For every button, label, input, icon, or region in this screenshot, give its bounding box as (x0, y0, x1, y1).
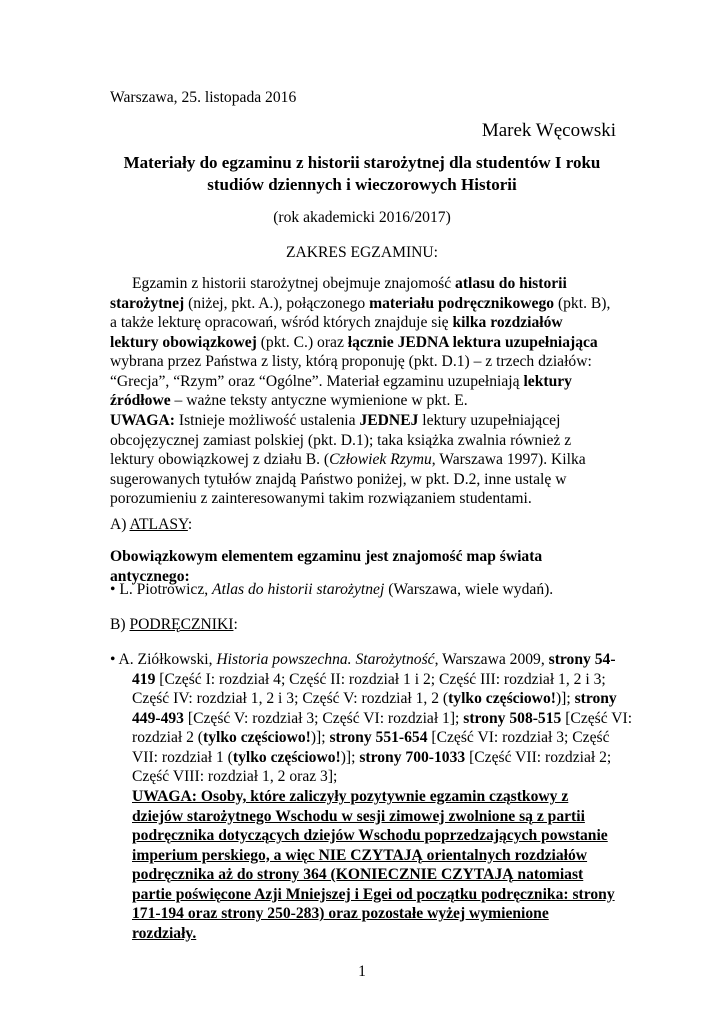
author-name: Marek Węcowski (481, 120, 616, 141)
textbook-b4: strony 508-515 (463, 709, 562, 727)
note-text-1: Istnieje możliwość ustalenia (174, 412, 360, 429)
textbook-s2: [Część I: rozdział 4; Część II: rozdział 1 i 2; Część III: rozdział 1, 2 i 3; Część IV: rozdział 1, 2 i 3; Część V: rozdział 1, 2 ( (132, 670, 606, 707)
section-a-prefix: A) (110, 516, 130, 533)
section-b-prefix: B) (110, 616, 130, 633)
intro-text-5: wybrana przez Państwa z listy, którą proponuję (pkt. D.1) – z trzech działów: “Grecja”, “Rzym” oraz “Ogólne”. Materiał egzaminu uzupełniają (110, 353, 592, 390)
intro-bold-1: atlasu do historii starożytnej (110, 275, 567, 312)
warning-paragraph: UWAGA: Osoby, które zaliczyły pozytywnie egzamin cząstkowy z dziejów starożytnego Wschodu w sesji zimowej zwolnione są z partii podręcznika dotyczących dziejów Wschodu poprzedzających powstanie imperium perskiego, a więc NIE CZYTAJĄ orientalnych rozdziałów podręcznika aż do strony 364 (KONIECZNIE CZYTAJĄ natomiast partie poświęcone Azji Mniejszej i Egei od początku podręcznika: strony 171-194 oraz strony 250-283) oraz pozostałe wyżej wymienione rozdziały. (132, 788, 615, 942)
intro-text-3: (pkt. B), a także lekturę opracowań, wśród których znajduje się (110, 294, 611, 331)
atlas-item (110, 580, 614, 600)
note-label: UWAGA: (110, 412, 175, 429)
scope-heading-colon: : (433, 244, 439, 261)
section-b-label: PODRĘCZNIKI (129, 616, 234, 633)
section-a-label: ATLASY (129, 516, 188, 533)
atlas-rest: (Warszawa, wiele wydań). (384, 581, 554, 598)
textbook-s6: )]; (310, 729, 330, 746)
textbook-b1: strony 54-419 (132, 651, 616, 688)
textbook-title: Historia powszechna. Starożytność (216, 651, 435, 668)
document-title (100, 152, 624, 196)
intro-paragraph (110, 274, 614, 411)
atlas-title: Atlas do historii starożytnej (212, 581, 385, 598)
section-a-heading (110, 515, 614, 535)
textbook-b8: strony 700-1033 (359, 748, 466, 766)
academic-year: (rok akademicki 2016/2017) (273, 209, 451, 226)
textbook-s1: , Warszawa 2009, (434, 651, 549, 668)
note-text-2: lektury uzupełniającej obcojęzycznej zamiast polskiej (pkt. D.1); taka książka zwalnia również z lektury obowiązkowej z działu B. ( (110, 412, 572, 468)
atlas-bullet: • L. Piotrowicz, (110, 581, 213, 598)
title-line-2: studiów dziennych i wieczorowych Historii (207, 175, 517, 194)
textbook-s5: [Część VI: rozdział 2 ( (132, 709, 633, 746)
scope-heading (110, 243, 614, 263)
textbook-s3: )]; (555, 690, 575, 707)
textbook-b5: tylko częściowo! (203, 729, 311, 746)
intro-text-6: – ważne teksty antyczne wymienione w pkt. E. (170, 392, 468, 409)
intro-bold-2: materiału podręcznikowego (369, 294, 555, 312)
note-italic-title: Człowiek Rzymu (329, 451, 432, 468)
document-date: Warszawa, 25. listopada 2016 (110, 89, 297, 106)
section-b-colon: : (233, 616, 238, 633)
intro-bold-5: lektury źródłowe (110, 372, 572, 409)
textbook-b3: strony 449-493 (132, 690, 617, 727)
note-text-3: , Warszawa 1997). Kilka sugerowanych tytułów znajdą Państwo poniżej, w pkt. D.2, inne ustalę w porozumieniu z zainteresowanymi takim rozwiązaniem studentami. (110, 451, 586, 507)
section-b-heading (110, 615, 614, 635)
intro-text-1: Egzamin z historii starożytnej obejmuje znajomość (132, 275, 456, 292)
textbook-b6: strony 551-654 (329, 729, 428, 746)
scope-heading-text: ZAKRES EGZAMINU (285, 244, 434, 261)
page-number: 1 (358, 963, 366, 980)
textbook-s8: )]; (340, 748, 360, 766)
note-bold-1: JEDNEJ (359, 412, 419, 429)
intro-bold-4: łącznie JEDNA lektura uzupełniająca (347, 333, 598, 351)
textbook-b2: tylko częściowo! (448, 690, 556, 707)
textbook-s4: [Część V: rozdział 3; Część VI: rozdział 1]; (183, 709, 464, 727)
textbook-s7: [Część VI: rozdział 3; Część VII: rozdział 1 ( (132, 729, 610, 766)
textbook-s9: [Część VII: rozdział 2; Część VIII: rozdział 1, 2 oraz 3]; (132, 748, 612, 785)
intro-text-4: (pkt. C.) oraz (256, 333, 348, 351)
textbook-bullet: • A. Ziółkowski, (110, 651, 217, 668)
textbook-item (110, 650, 636, 787)
note-paragraph (110, 411, 614, 509)
section-a-mandatory: Obowiązkowym elementem egzaminu jest znajomość map świata antycznego: (110, 548, 543, 585)
textbook-b7: tylko częściowo! (232, 748, 341, 766)
intro-text-2: (niżej, pkt. A.), połączonego (184, 294, 370, 312)
intro-bold-3: kilka rozdziałów lektury obowiązkowej (110, 314, 563, 351)
section-a-colon: : (187, 516, 193, 533)
title-line-1: Materiały do egzaminu z historii starożytnej dla studentów I roku (123, 153, 601, 172)
